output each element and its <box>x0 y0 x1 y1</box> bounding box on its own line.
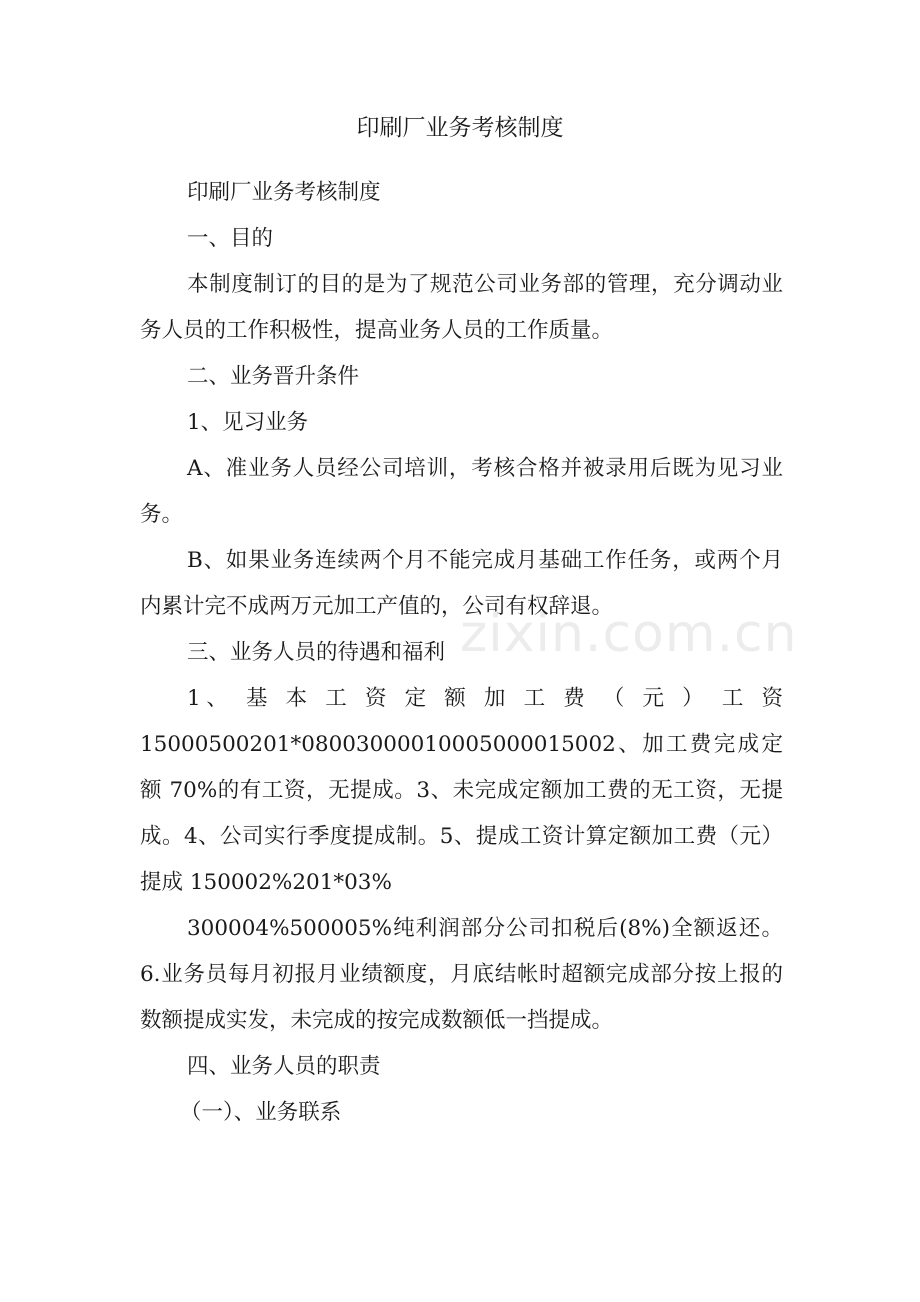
section-heading-benefits: 三、业务人员的待遇和福利 <box>187 640 446 665</box>
document-title: 印刷厂业务考核制度 <box>356 115 564 141</box>
subheading-trainee: 1、见习业务 <box>187 410 309 435</box>
paragraph-salary-table: 15000500201*08003000010005000015002、加工费完成定额 70%的有工资，无提成。3、未完成定额加工费的无工资，无提成。4、公司实行季度提成制。5、提成工资计算定额加工费（元）提成 150002%201*03% <box>140 732 783 895</box>
section-heading-purpose: 一、目的 <box>187 226 274 251</box>
document-body <box>140 170 783 1136</box>
paragraph-item-b: B、如果业务连续两个月不能完成月基础工作任务，或两个月内累计完不成两万元加工产值的，公司有权辞退。 <box>140 548 783 619</box>
paragraph-purpose: 本制度制订的目的是为了规范公司业务部的管理，充分调动业务人员的工作积极性，提高业务人员的工作质量。 <box>140 272 783 343</box>
watermark: zixin.com.cn <box>460 604 798 664</box>
paragraph-item-a: A、准业务人员经公司培训，考核合格并被录用后既为见习业务。 <box>140 456 783 527</box>
subheading-business-contact: （一）、业务联系 <box>180 1100 342 1125</box>
section-heading-duties: 四、业务人员的职责 <box>187 1054 381 1079</box>
paragraph-heading: 印刷厂业务考核制度 <box>187 180 381 205</box>
paragraph-commission: 300004%500005%纯利润部分公司扣税后(8%)全额返还。6.业务员每月初报月业绩额度，月底结帐时超额完成部分按上报的数额提成实发，未完成的按完成数额低一挡提成。 <box>140 916 783 1033</box>
section-heading-promotion: 二、业务晋升条件 <box>187 364 360 389</box>
paragraph-salary-header: 1、 基 本 工 资 定 额 加 工 费 （ 元 ） 工 资 <box>187 686 783 711</box>
